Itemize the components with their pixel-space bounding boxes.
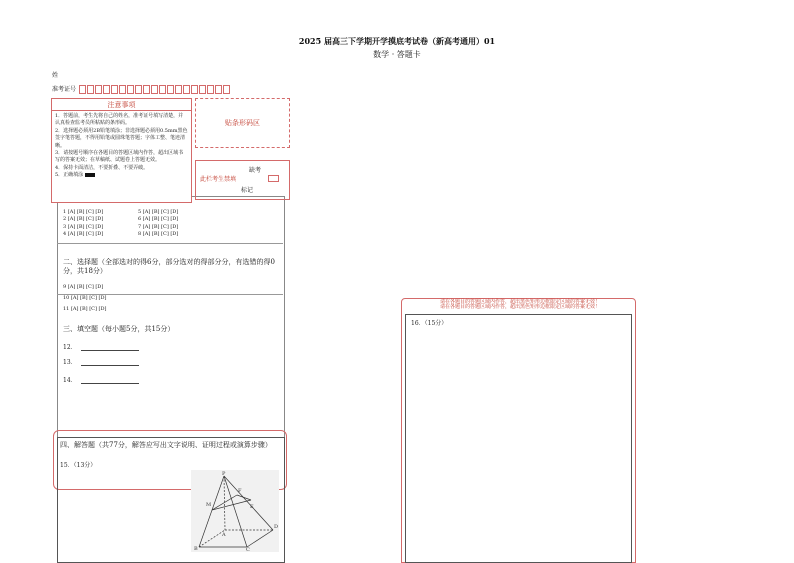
mc-row[interactable]: 9 [A] [B] [C] [D]: [63, 284, 104, 290]
figure-label-d: D: [274, 524, 279, 530]
mc-row[interactable]: 2 [A] [B] [C] [D]: [63, 216, 104, 223]
notice-item: 2．选择题必须用2B铅笔填涂；非选择题必须用0.5mm黑色签字笔答题，不得用铅笔或圆珠笔答题；字体工整、笔迹清晰。: [55, 127, 188, 149]
fill-blank-12[interactable]: 12．: [63, 342, 139, 351]
figure-label-a: A: [222, 532, 226, 538]
mc-row[interactable]: 11 [A] [B] [C] [D]: [63, 306, 107, 312]
exam-id-boxes[interactable]: [79, 85, 231, 94]
absent-top-label: 缺考: [249, 167, 262, 174]
mc-row[interactable]: 8 [A] [B] [C] [D]: [138, 231, 179, 238]
notice-item: 4．保持卡面清洁，不要折叠、不要弄破。: [55, 164, 149, 171]
section3-title: 三、填空题（每小题5分，共15分）: [63, 325, 175, 333]
absent-checkbox[interactable]: [268, 175, 279, 182]
mc-row[interactable]: 5 [A] [B] [C] [D]: [138, 209, 179, 215]
absent-bottom-label: 标记: [241, 187, 254, 194]
figure-label-b: B: [194, 546, 198, 552]
warning-line-1: 请在各题目的答题区域内作答，超出黑色矩形边框限定区域的答案无效！: [439, 299, 600, 305]
exam-id-label: 准考证号: [52, 86, 77, 93]
exam-id-row: [52, 84, 231, 94]
notice-box: [51, 98, 192, 203]
mc-col-2: [138, 209, 178, 239]
barcode-label: 贴条形码区: [225, 119, 260, 127]
absent-box: [195, 160, 290, 200]
mc-row[interactable]: 3 [A] [B] [C] [D]: [63, 223, 104, 230]
mc-row[interactable]: 4 [A] [B] [C] [D]: [63, 231, 104, 238]
q15-label: 15．（13分）: [60, 462, 97, 469]
mc-row[interactable]: 10 [A] [B] [C] [D]: [63, 295, 107, 301]
figure-label-c: C: [246, 547, 250, 552]
name-label: 姓: [52, 72, 59, 79]
divider: [57, 243, 283, 244]
notice-title: 注意事项: [52, 100, 191, 111]
notice-list: [52, 111, 191, 182]
filled-mark-icon: [85, 173, 95, 177]
mc-row[interactable]: 6 [A] [B] [C] [D]: [138, 216, 179, 223]
notice-item-fill-example: 5．正确填涂: [55, 172, 188, 179]
fill-blank-14[interactable]: 14．: [63, 375, 139, 384]
figure-label-f: F: [238, 488, 242, 494]
fill-blank-13[interactable]: 13．: [63, 357, 139, 366]
notice-item: 3．请按题号顺序在各题目的答题区域内作答，超出区域书写的答案无效；在草稿纸、试题卷上答题无效。: [55, 150, 184, 164]
barcode-area: [195, 98, 290, 148]
pyramid-diagram: [191, 470, 279, 552]
q16-label: 16．（15分）: [411, 320, 448, 327]
mc-col-1: [63, 209, 103, 239]
notice-item: 1．答题前，考生先将自己的姓名，准考证号填写清楚，并认真检查监考员所粘贴的条形码。: [55, 113, 184, 127]
right-warning: [420, 300, 620, 310]
figure-label-p: P: [222, 471, 226, 477]
exam-title: 2025 届高三下学期开学摸底考试卷（新高考通用）01: [298, 36, 496, 46]
absent-left-label: 此栏考生禁填: [200, 176, 237, 183]
figure-label-e: E: [250, 504, 254, 510]
q16-answer-box: [405, 314, 632, 563]
exam-subtitle: 数学 · 答题卡: [373, 50, 421, 59]
section2-title: 二、选择题（全部选对的得6分，部分选对的得部分分，有选错的得0分，共18分）: [63, 258, 275, 275]
mc-row[interactable]: 1 [A] [B] [C] [D]: [63, 209, 104, 215]
pyramid-figure: [191, 470, 279, 552]
mc-row[interactable]: 7 [A] [B] [C] [D]: [138, 223, 179, 230]
section4-title: 四、解答题（共77分，解答应写出文字说明、证明过程或演算步骤）: [60, 441, 272, 449]
figure-label-m: M: [206, 502, 212, 508]
warning-line-2: 请在各题目的答题区域内作答，超出黑色矩形边框限定区域的答案无效！: [439, 304, 600, 310]
